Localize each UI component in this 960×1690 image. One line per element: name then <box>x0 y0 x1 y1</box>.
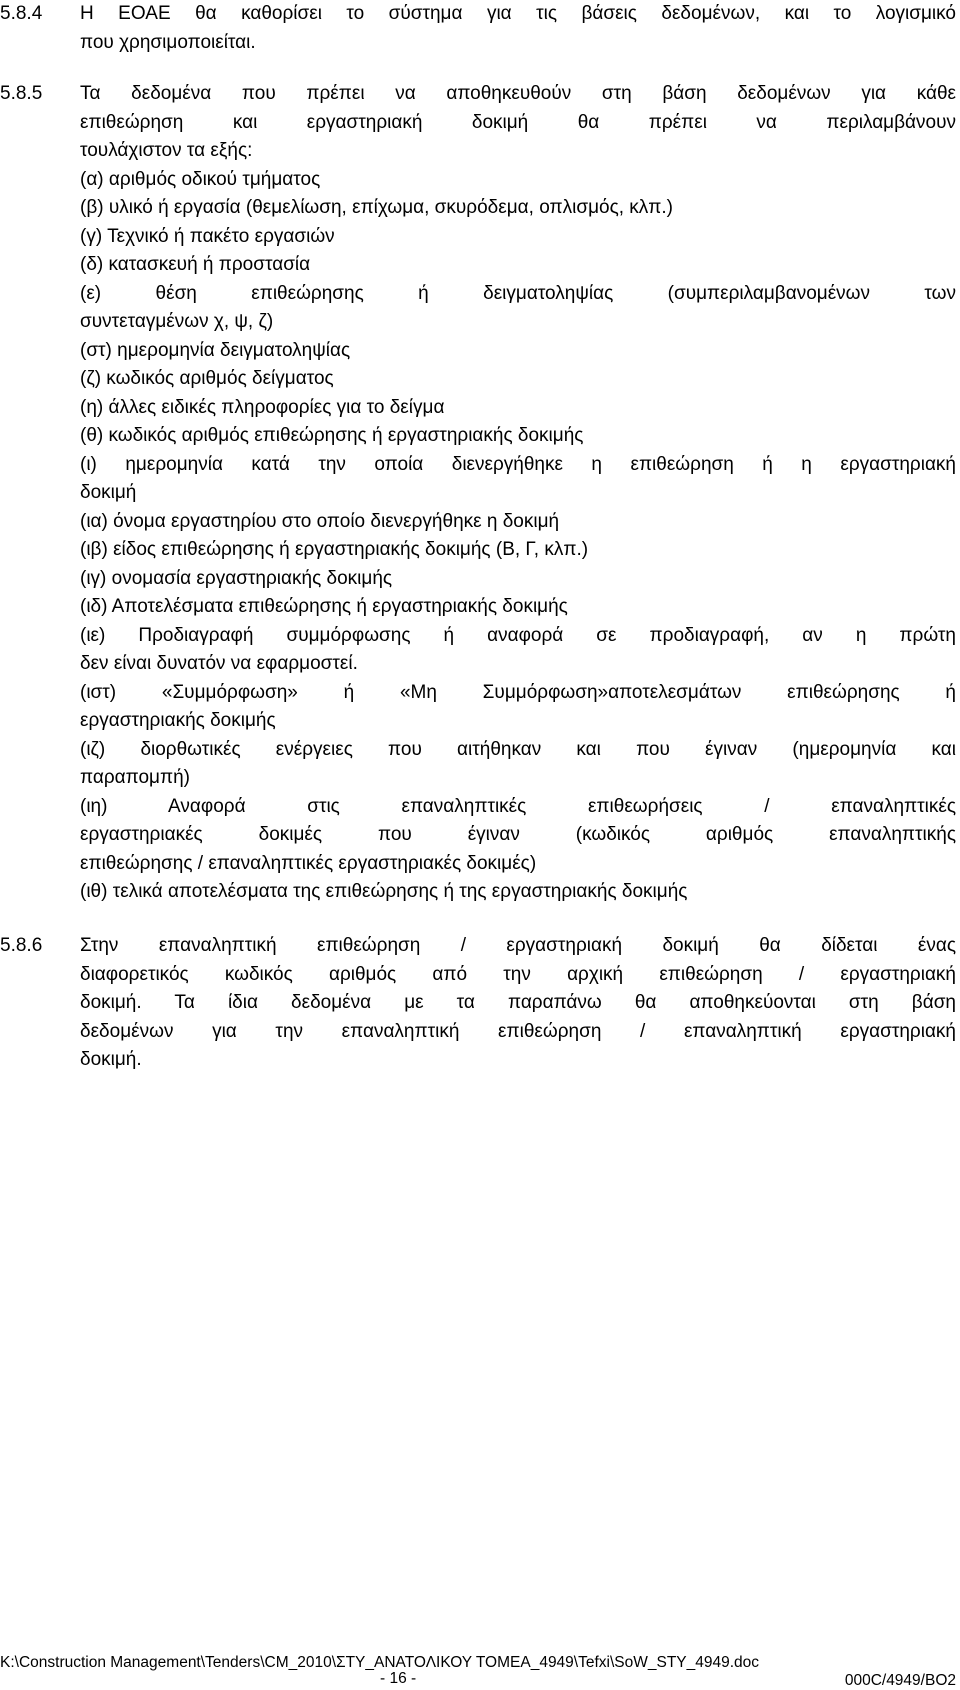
list-item-continuation: επιθεώρησης / επαναληπτικές εργαστηριακές δοκιμές) <box>80 852 537 874</box>
list-item: (η) άλλες ειδικές πληροφορίες για το δείγμα <box>80 396 445 418</box>
list-item: (θ) κωδικός αριθμός επιθεώρησης ή εργαστηριακής δοκιμής <box>80 425 584 446</box>
text-line: Τα δεδομένα που πρέπει να αποθηκευθούν στη βάση δεδομένων για κάθε <box>80 83 956 104</box>
document-code: 000C/4949/BO2 <box>844 1672 956 1689</box>
list-item: (ιβ) είδος επιθεώρησης ή εργαστηριακής δοκιμής (Β, Γ, κλπ.) <box>80 539 589 560</box>
section-body <box>80 80 956 907</box>
section-number: 5.8.5 <box>0 83 43 104</box>
section-body <box>80 0 956 57</box>
list-item: (ιε) Προδιαγραφή συμμόρφωσης ή αναφορά σε προδιαγραφή, αν η πρώτη <box>80 624 956 646</box>
list-item: (ιστ) «Συμμόρφωση» ή «Μη Συμμόρφωση»αποτελεσμάτων επιθεώρησης ή <box>80 681 956 703</box>
text-line: δοκιμή. <box>80 1049 142 1070</box>
text-line: διαφορετικός κωδικός αριθμός από την αρχική επιθεώρηση / εργαστηριακή <box>80 963 956 985</box>
section-5-8-5 <box>0 80 956 907</box>
section-5-8-4 <box>0 0 956 57</box>
list-item: (γ) Τεχνικό ή πακέτο εργασιών <box>80 225 335 247</box>
list-item: (στ) ημερομηνία δειγματοληψίας <box>80 339 351 361</box>
text-line: επιθεώρηση και εργαστηριακή δοκιμή θα πρέπει να περιλαμβάνουν <box>80 111 956 133</box>
text-line: Η ΕΟΑΕ θα καθορίσει το σύστημα για τις βάσεις δεδομένων, και το λογισμικό <box>80 3 956 24</box>
section-5-8-6 <box>0 932 956 1075</box>
section-number: 5.8.4 <box>0 3 43 24</box>
list-item: (ιγ) ονομασία εργαστηριακής δοκιμής <box>80 567 393 589</box>
list-item: (ιδ) Αποτελέσματα επιθεώρησης ή εργαστηριακής δοκιμής <box>80 596 568 617</box>
list-item-continuation: συντεταγμένων χ, ψ, ζ) <box>80 311 274 332</box>
section-number: 5.8.6 <box>0 935 43 956</box>
list-item: (δ) κατασκευή ή προστασία <box>80 254 311 275</box>
list-item: (ι) ημερομηνία κατά την οποία διενεργήθηκε η επιθεώρηση ή η εργαστηριακή <box>80 453 956 475</box>
text-line: Στην επαναληπτική επιθεώρηση / εργαστηριακή δοκιμή θα δίδεται ένας <box>80 935 956 956</box>
list-item: (ιη) Αναφορά στις επαναληπτικές επιθεωρήσεις / επαναληπτικές <box>80 795 956 817</box>
text-line: τουλάχιστον τα εξής: <box>80 140 253 161</box>
text-line: δοκιμή. Τα ίδια δεδομένα με τα παραπάνω θα αποθηκεύονται στη βάση <box>80 992 956 1013</box>
list-item: (ε) θέση επιθεώρησης ή δειγματοληψίας (συμπεριλαμβανομένων των <box>80 282 956 304</box>
footer-file-path: K:\Construction Management\Tenders\CM_2010\ΣΤΥ_ΑΝΑΤΟΛΙΚΟΥ ΤΟΜΕΑ_4949\Tefxi\SoW_STY_4949.doc <box>0 1654 760 1671</box>
section-body <box>80 932 956 1075</box>
list-item-continuation: δοκιμή <box>80 482 137 503</box>
list-item: (β) υλικό ή εργασία (θεμελίωση, επίχωμα, σκυρόδεμα, οπλισμός, κλπ.) <box>80 197 674 218</box>
page-number: - 16 - <box>380 1670 417 1687</box>
text-line: που χρησιμοποιείται. <box>80 31 256 53</box>
list-item-continuation: εργαστηριακής δοκιμής <box>80 710 276 731</box>
list-item-continuation: δεν είναι δυνατόν να εφαρμοστεί. <box>80 653 358 674</box>
list-item: (ιζ) διορθωτικές ενέργειες που αιτήθηκαν και που έγιναν (ημερομηνία και <box>80 738 956 760</box>
list-item: (ιθ) τελικά αποτελέσματα της επιθεώρησης ή της εργαστηριακής δοκιμής <box>80 881 688 902</box>
list-item-continuation: εργαστηριακές δοκιμές που έγιναν (κωδικός αριθμός επαναληπτικής <box>80 824 956 845</box>
list-item: (α) αριθμός οδικού τμήματος <box>80 168 321 190</box>
list-item: (ια) όνομα εργαστηρίου στο οποίο διενεργήθηκε η δοκιμή <box>80 510 560 532</box>
list-item-continuation: παραπομπή) <box>80 767 190 788</box>
list-item: (ζ) κωδικός αριθμός δείγματος <box>80 368 334 389</box>
text-line: δεδομένων για την επαναληπτική επιθεώρηση / επαναληπτική εργαστηριακή <box>80 1020 956 1042</box>
